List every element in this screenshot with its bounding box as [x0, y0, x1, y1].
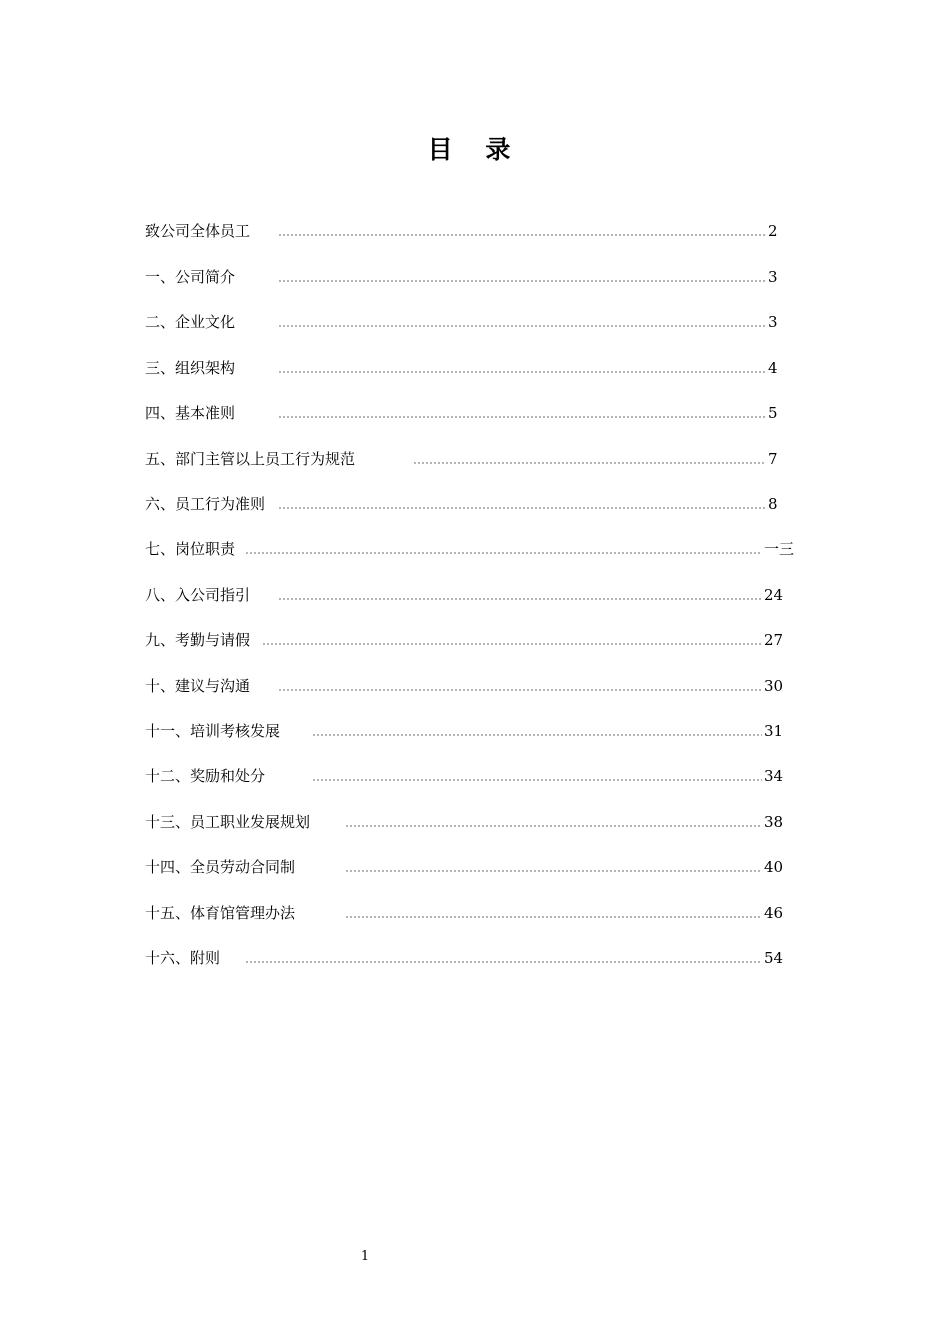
dot-leader [312, 779, 762, 781]
toc-entry-page: 40 [764, 858, 784, 876]
toc-entry-page: 3 [768, 268, 778, 286]
toc-entry[interactable] [0, 720, 950, 742]
toc-entry-page: 38 [764, 813, 784, 831]
dot-leader [278, 598, 762, 600]
toc-entry[interactable] [0, 947, 950, 969]
toc-entry[interactable] [0, 448, 950, 470]
toc-entry-label: 九、考勤与请假 [145, 631, 251, 649]
toc-entry[interactable] [0, 493, 950, 515]
toc-entry-page: 31 [764, 722, 784, 740]
toc-entry-label: 十一、培训考核发展 [145, 722, 281, 740]
toc-entry[interactable] [0, 584, 950, 606]
toc-entry[interactable] [0, 765, 950, 787]
toc-entry[interactable] [0, 266, 950, 288]
dot-leader [278, 507, 766, 509]
toc-entry-page: 8 [768, 495, 778, 513]
dot-leader [413, 462, 766, 464]
toc-entry[interactable] [0, 357, 950, 379]
dot-leader [278, 234, 766, 236]
toc-entry-label: 三、组织架构 [145, 359, 236, 377]
toc-entry-page: 4 [768, 359, 778, 377]
toc-entry-page: 24 [764, 586, 784, 604]
toc-entry-label: 十、建议与沟通 [145, 677, 251, 695]
dot-leader [312, 734, 762, 736]
toc-entry[interactable] [0, 220, 950, 242]
dot-leader [278, 416, 766, 418]
dot-leader [345, 916, 762, 918]
dot-leader [345, 870, 762, 872]
toc-entry-label: 十三、员工职业发展规划 [145, 813, 311, 831]
toc-entry-page: 27 [764, 631, 784, 649]
toc-entry-label: 四、基本准则 [145, 404, 236, 422]
toc-title: 目 录 [427, 135, 523, 164]
dot-leader [278, 280, 766, 282]
dot-leader [245, 961, 762, 963]
page-number: 1 [360, 1249, 370, 1264]
dot-leader [278, 689, 762, 691]
toc-entry-label: 十四、全员劳动合同制 [145, 858, 296, 876]
toc-entry-page: 34 [764, 767, 784, 785]
toc-entry-page: 54 [764, 949, 784, 967]
toc-entry-label: 二、企业文化 [145, 313, 236, 331]
toc-entry-page: 一三 [764, 540, 795, 558]
dot-leader [345, 825, 762, 827]
toc-entry[interactable] [0, 856, 950, 878]
toc-entry[interactable] [0, 902, 950, 924]
toc-entry-label: 五、部门主管以上员工行为规范 [145, 450, 356, 468]
toc-entry-label: 十六、附则 [145, 949, 221, 967]
toc-entry-label: 六、员工行为准则 [145, 495, 266, 513]
toc-entry[interactable] [0, 538, 950, 560]
toc-entry[interactable] [0, 311, 950, 333]
toc-entry-page: 46 [764, 904, 784, 922]
toc-entry-label: 十五、体育馆管理办法 [145, 904, 296, 922]
toc-entry[interactable] [0, 402, 950, 424]
toc-entry-label: 七、岗位职责 [145, 540, 236, 558]
dot-leader [245, 552, 762, 554]
dot-leader [278, 325, 766, 327]
toc-entry-page: 5 [768, 404, 778, 422]
toc-entry-label: 八、入公司指引 [145, 586, 251, 604]
toc-entry-page: 30 [764, 677, 784, 695]
toc-entry-label: 致公司全体员工 [145, 222, 251, 240]
dot-leader [262, 643, 762, 645]
toc-entry-page: 2 [768, 222, 778, 240]
toc-entry[interactable] [0, 675, 950, 697]
toc-entry-page: 7 [768, 450, 778, 468]
toc-entry[interactable] [0, 629, 950, 651]
toc-entry[interactable] [0, 811, 950, 833]
toc-entry-label: 十二、奖励和处分 [145, 767, 266, 785]
dot-leader [278, 371, 766, 373]
toc-entry-page: 3 [768, 313, 778, 331]
toc-entry-label: 一、公司简介 [145, 268, 236, 286]
